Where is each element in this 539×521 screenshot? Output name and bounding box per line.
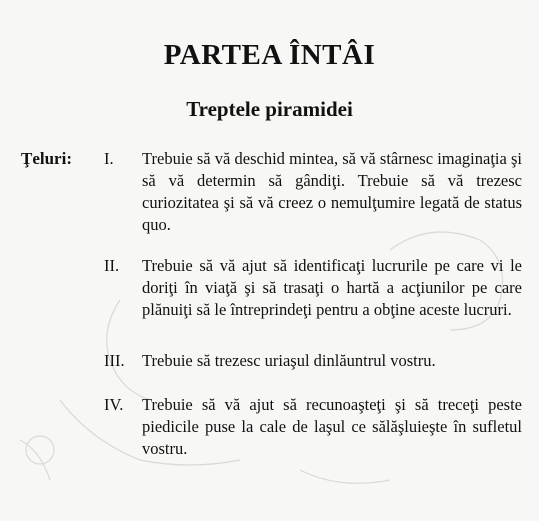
goal-text: Trebuie să vă ajut să identificaţi lucrurile pe care vi le doriţi în viaţă şi să trasaţi o hartă a acţiunilor pe care plănuiţi să le întreprindeţi pentru a obţine aceste lucruri. [142,256,522,319]
part-title: PARTEA ÎNTÂI [163,39,376,71]
goal-text: Trebuie să trezesc uriaşul dinlăuntrul vostru. [142,351,436,370]
goal-item [104,148,524,236]
goal-item [104,350,524,372]
goal-item [104,394,524,460]
goal-item [104,255,524,343]
goal-numeral: IV. [104,395,124,414]
goal-text: Trebuie să vă ajut să recunoaşteţi şi să treceţi peste piedicile puse la cale de laşul ce sălăşluieşte în sufletul vostru. [142,395,522,458]
goal-numeral: I. [104,149,114,168]
goals-label: Ţeluri: [21,149,72,168]
chapter-title: Treptele piramidei [186,97,353,121]
goal-text: Trebuie să vă deschid mintea, să vă stârnesc imaginaţia şi să vă determin să gândiţi. Trebuie să vă trezesc curiozitatea şi să vă creez o nemulţumire legată de status quo. [142,149,522,234]
goal-numeral: III. [104,351,125,370]
goal-numeral: II. [104,256,120,275]
